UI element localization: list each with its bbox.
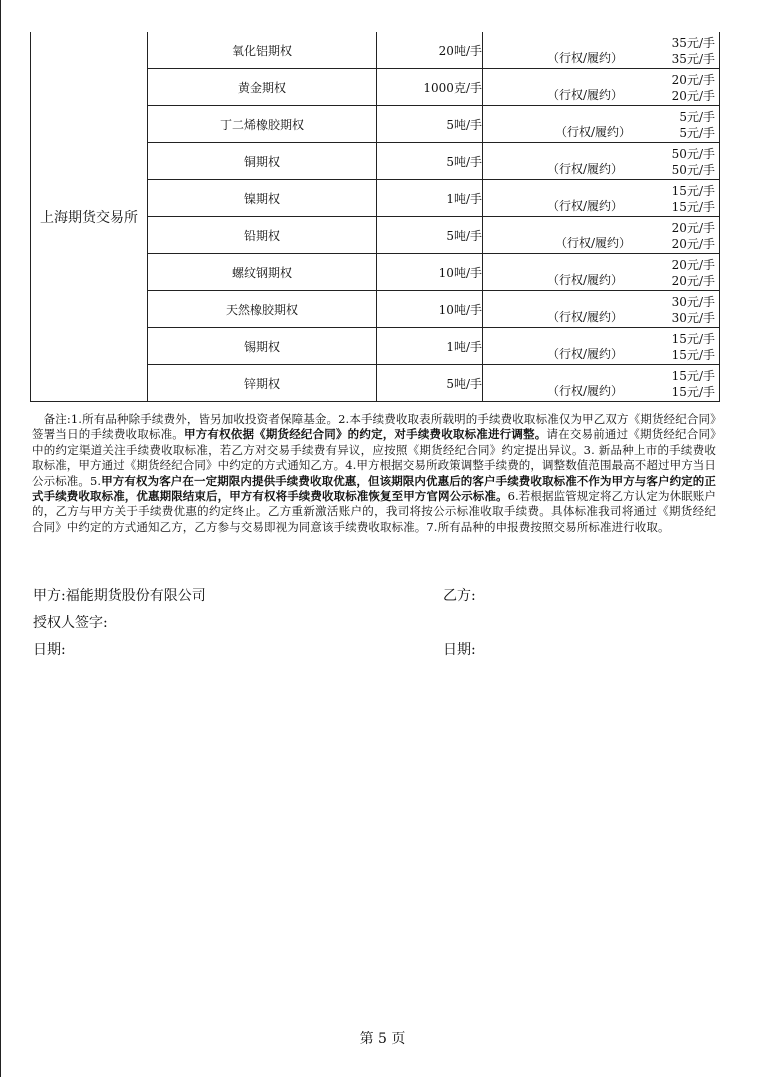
contract-unit: 1吨/手 — [377, 180, 483, 217]
fee-cell — [483, 365, 720, 402]
notes-text-3: 6.若根据监管规定将乙方认定为休眠账户的，乙方与甲方关于手续费优惠的约定终止。乙方重新激活账户的，我司将按公示标准收取手续费。具体标准我司将通过《期货经纪合同》中约定的方式通知乙方，乙方参与交易即视为同意该手续费收取标准。7.所有品种的申报费按照交易所标准进行收取。 — [32, 489, 716, 534]
exercise-fee: 15元/手 — [671, 348, 715, 362]
exercise-label: （行权/履约） — [546, 384, 623, 398]
exercise-label: （行权/履约） — [554, 125, 631, 139]
product-name: 锌期权 — [148, 365, 377, 402]
notes-text-1: 备注:1.所有品种除手续费外，皆另加收投资者保障基金。2.本手续费收取表所载明的手续费收取标准仅为甲乙双方《期货经纪合同》签署当日的手续费收取标准。 — [32, 412, 716, 442]
contract-unit: 5吨/手 — [377, 365, 483, 402]
fee-box — [483, 180, 719, 216]
exercise-fee: 15元/手 — [671, 385, 715, 399]
trade-fee: 5元/手 — [679, 110, 715, 124]
fee-cell — [483, 328, 720, 365]
contract-unit: 10吨/手 — [377, 254, 483, 291]
notes-paragraph — [32, 412, 716, 535]
party-b-label: 乙方: — [443, 588, 476, 604]
fee-box — [483, 143, 719, 179]
trade-fee: 15元/手 — [671, 332, 715, 346]
contract-unit: 5吨/手 — [377, 143, 483, 180]
date-b-label: 日期: — [443, 642, 476, 658]
fee-cell — [483, 69, 720, 106]
product-name: 天然橡胶期权 — [148, 291, 377, 328]
fee-cell — [483, 180, 720, 217]
authorized-signature-label: 授权人签字: — [33, 615, 108, 631]
exercise-label: （行权/履约） — [554, 236, 631, 250]
trade-fee: 50元/手 — [671, 147, 715, 161]
notes-bold-1: 甲方有权依据《期货经纪合同》的约定，对手续费收取标准进行调整。 — [184, 427, 547, 442]
product-name: 铅期权 — [148, 217, 377, 254]
fee-box — [483, 69, 719, 105]
exercise-label: （行权/履约） — [546, 199, 623, 213]
contract-unit: 5吨/手 — [377, 106, 483, 143]
product-name: 铜期权 — [148, 143, 377, 180]
contract-unit: 5吨/手 — [377, 217, 483, 254]
fee-box — [483, 291, 719, 327]
fee-cell — [483, 106, 720, 143]
exercise-label: （行权/履约） — [546, 347, 623, 361]
product-name: 丁二烯橡胶期权 — [148, 106, 377, 143]
contract-unit: 10吨/手 — [377, 291, 483, 328]
exercise-label: （行权/履约） — [546, 88, 623, 102]
product-name: 黄金期权 — [148, 69, 377, 106]
page-border — [0, 0, 1, 1077]
product-name: 锡期权 — [148, 328, 377, 365]
fee-cell — [483, 32, 720, 69]
fee-box — [483, 328, 719, 364]
table-row — [31, 32, 720, 69]
exercise-label: （行权/履约） — [546, 162, 623, 176]
trade-fee: 35元/手 — [671, 36, 715, 50]
exercise-fee: 15元/手 — [671, 200, 715, 214]
exercise-label: （行权/履约） — [546, 51, 623, 65]
exercise-fee: 50元/手 — [671, 163, 715, 177]
exercise-label: （行权/履约） — [546, 273, 623, 287]
trade-fee: 20元/手 — [671, 221, 715, 235]
fee-box — [483, 365, 719, 401]
product-name: 氧化铝期权 — [148, 32, 377, 69]
trade-fee: 30元/手 — [671, 295, 715, 309]
date-a-label: 日期: — [33, 642, 66, 658]
contract-unit: 20吨/手 — [377, 32, 483, 69]
contract-unit: 1000克/手 — [377, 69, 483, 106]
contract-unit: 1吨/手 — [377, 328, 483, 365]
trade-fee: 15元/手 — [671, 369, 715, 383]
exercise-fee: 20元/手 — [671, 89, 715, 103]
fee-cell — [483, 254, 720, 291]
party-a-label: 甲方:福能期货股份有限公司 — [33, 588, 206, 604]
product-name: 螺纹钢期权 — [148, 254, 377, 291]
exercise-fee: 20元/手 — [671, 274, 715, 288]
exchange-name: 上海期货交易所 — [31, 32, 148, 402]
fee-box — [483, 254, 719, 290]
exercise-fee: 30元/手 — [671, 311, 715, 325]
trade-fee: 15元/手 — [671, 184, 715, 198]
fee-cell — [483, 217, 720, 254]
fee-table — [30, 32, 720, 402]
notes-bold-2: 甲方有权为客户在一定期限内提供手续费收取优惠，但该期限内优惠后的客户手续费收取标准不作为甲方与客户约定的正式手续费收取标准，优惠期限结束后，甲方有权将手续费收取标准恢复至甲方官网公示标准。 — [32, 473, 717, 504]
product-name: 镍期权 — [148, 180, 377, 217]
page-number: 第 5 页 — [359, 1031, 406, 1047]
trade-fee: 20元/手 — [671, 258, 715, 272]
exercise-fee: 35元/手 — [671, 52, 715, 66]
fee-cell — [483, 291, 720, 328]
exercise-fee: 20元/手 — [671, 237, 715, 251]
exercise-fee: 5元/手 — [679, 126, 715, 140]
exercise-label: （行权/履约） — [546, 310, 623, 324]
notes-text-2: 请在交易前通过《期货经纪合同》中的约定渠道关注手续费收取标准，若乙方对交易手续费有异议，应按照《期货经纪合同》约定提出异议。3. 新品种上市的手续费收取标准，甲方通过《期货经纪合同》中约定的方式通知乙方。4.甲方根据交易所政策调整手续费的，调整数值范围最高不超过甲方当日公示标准。5. — [32, 427, 716, 488]
fee-box — [483, 106, 719, 142]
trade-fee: 20元/手 — [671, 73, 715, 87]
fee-cell — [483, 143, 720, 180]
fee-box — [483, 217, 719, 253]
fee-box — [483, 32, 719, 68]
